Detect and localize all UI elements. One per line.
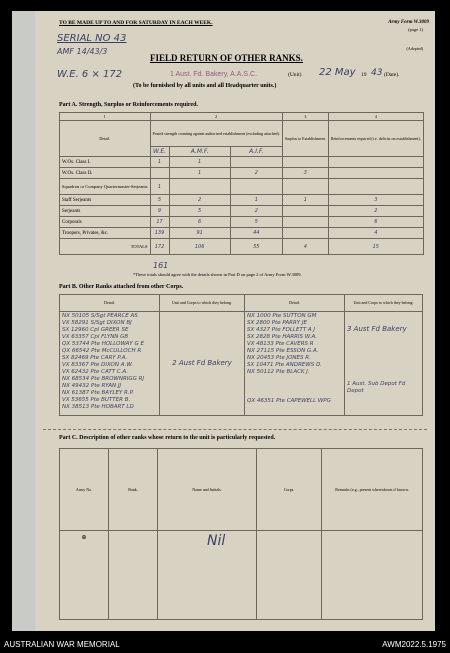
corps-header: Corps. xyxy=(257,449,322,531)
footer-institution: AUSTRALIAN WAR MEMORIAL xyxy=(4,640,120,649)
corps-cell xyxy=(257,531,322,620)
surplus-value xyxy=(282,179,328,195)
attached-name: VX 62432 Pte CATT C.A. xyxy=(62,368,128,375)
left-names-cell xyxy=(60,311,160,415)
aif-value: 5 xyxy=(230,217,282,228)
reinf-value xyxy=(328,157,423,168)
row-detail: Squadron or Company Quartermaster-Serjeants xyxy=(60,179,151,195)
reinf-value: 6 xyxy=(328,217,423,228)
section-divider xyxy=(43,429,427,430)
posted-strength-header: Posted strength counting against authorised establishment (excluding attached). xyxy=(150,121,282,147)
date-year: 43 xyxy=(371,68,383,78)
col-number: 3 xyxy=(282,113,328,121)
attached-unit: 1 Aust. Sub Depot Fd Depot xyxy=(347,380,406,394)
attached-name: SX 10471 Pte ANDREWS D. xyxy=(247,361,322,368)
aif-value xyxy=(230,157,282,168)
part-b-title: Part B. Other Ranks attached from other Corps. xyxy=(59,284,184,290)
attached-name: VX 63357 Cpl FLYNN GB xyxy=(62,333,129,340)
unit-label: (Unit) xyxy=(288,72,302,78)
return-date: 22 May xyxy=(319,67,356,78)
spacer xyxy=(347,333,420,381)
we-value: 5 xyxy=(150,195,169,206)
rank-header: Rank. xyxy=(109,449,158,531)
reinforcements-header: Reinforcements required (i.e. deficits on establishment). xyxy=(328,121,423,157)
row-detail: Staff Serjeants xyxy=(60,195,151,206)
attached-unit: 3 Aust Fd Bakery xyxy=(347,324,407,333)
attached-name: SX 82469 Pte CARY P.A. xyxy=(62,354,128,361)
totals-aif: 55 xyxy=(230,239,282,255)
binding-strip xyxy=(12,11,35,631)
amf-value: 6 xyxy=(169,217,230,228)
attached-name: QX 53744 Pte HOLLOWAY G E xyxy=(62,340,144,347)
form-number: Army Form W.3009 xyxy=(388,20,429,25)
footer-accession: AWM2022.5.1975 xyxy=(382,640,446,649)
attached-name: NX 68534 Pte BROWNRIGG RJ xyxy=(62,375,145,382)
form-sheet xyxy=(35,11,435,631)
part-c-table xyxy=(59,448,423,620)
we-value: 139 xyxy=(150,228,169,239)
reinf-value: 2 xyxy=(328,206,423,217)
row-detail: Troopers, Privates, &c. xyxy=(60,228,151,239)
attached-name: QX 66542 Pte McCULLOCH R xyxy=(62,347,142,354)
attached-name: NX 49432 Pte RYAN JJ xyxy=(62,382,122,389)
attached-name: NX 27115 Pte ESSON G.A. xyxy=(247,347,319,354)
unit-stamp: 1 Aust. Fd. Bakery, A.A.S.C. xyxy=(170,71,258,78)
amf-value: 1 xyxy=(169,157,230,168)
surplus-value xyxy=(282,217,328,228)
attached-name: VX 48133 Pte CAVERS R xyxy=(247,340,314,347)
totals-label: TOTALS xyxy=(60,239,151,255)
detail-header: Detail. xyxy=(60,295,160,312)
amf-value: 91 xyxy=(169,228,230,239)
name-header: Name and Initials. xyxy=(158,449,257,531)
totals-reinf: 15 xyxy=(328,239,423,255)
page-number: (page 1) xyxy=(408,27,423,32)
aif-value xyxy=(230,179,282,195)
part-b-table xyxy=(59,294,423,416)
unit-corps-header: Unit and Corps to which they belong. xyxy=(160,295,245,312)
spacer xyxy=(247,376,342,398)
amf-value: 2 xyxy=(169,195,230,206)
attached-name: NX 61387 Pte BAYLEY R.P. xyxy=(62,389,134,396)
we-value: 1 xyxy=(150,157,169,168)
aif-value: 1 xyxy=(230,195,282,206)
col-number: 2 xyxy=(150,113,282,121)
amf-reference: AMF 14/43/3 xyxy=(57,47,108,56)
attached-name: VX 83367 Pte DIXON A.W. xyxy=(62,361,134,368)
attached-name: SX 4327 Pte FOLLETT A J xyxy=(247,326,316,333)
serial-number: SERIAL NO 43 xyxy=(57,33,127,44)
we-value: 9 xyxy=(150,206,169,217)
part-c-title: Part C. Description of other ranks whose return to the unit is particularly requested. xyxy=(59,435,276,441)
surplus-value xyxy=(282,228,328,239)
totals-surplus: 4 xyxy=(282,239,328,255)
furnished-note: (To be furnished by all units and all Headquarter units.) xyxy=(133,83,277,89)
aif-value: 2 xyxy=(230,168,282,179)
attached-name: SX 12960 Cpl GREER SE xyxy=(62,326,129,333)
attached-name: VX 53655 Pte BUTTER B. xyxy=(62,396,131,403)
left-unit-cell xyxy=(160,311,245,415)
attached-name: SX 2828 Pte HARRIS W.A. xyxy=(247,333,318,340)
remarks-header: Remarks (e.g., present whereabouts if known. xyxy=(322,449,423,531)
surplus-value xyxy=(282,157,328,168)
right-unit-cell xyxy=(345,311,423,415)
part-a-table xyxy=(59,112,424,255)
army-no-cell: ⊕ xyxy=(60,531,109,620)
we-subheader: W.E. xyxy=(150,147,169,157)
reinf-value: 3 xyxy=(328,195,423,206)
nil-entry: Nil xyxy=(207,533,226,549)
surplus-value: 3 xyxy=(282,168,328,179)
aif-value: 2 xyxy=(230,206,282,217)
we-reference: W.E. 6 × 172 xyxy=(57,69,123,80)
weekly-instruction: TO BE MADE UP TO AND FOR SATURDAY IN EACH WEEK. xyxy=(59,20,213,26)
amf-value: 5 xyxy=(169,206,230,217)
col-number: 4 xyxy=(328,113,423,121)
unit-corps-header: Unit and Corps to which they belong. xyxy=(345,295,423,312)
totals-we: 172 xyxy=(150,239,169,255)
attached-name: VX 58291 S/Sgt DIXON BJ xyxy=(62,319,132,326)
remarks-cell xyxy=(322,531,423,620)
aif-value: 44 xyxy=(230,228,282,239)
amf-subheader: A.M.F. xyxy=(169,147,230,157)
surplus-value xyxy=(282,206,328,217)
row-detail: W.Os. Class II. xyxy=(60,168,151,179)
detail-header: Detail. xyxy=(60,121,151,157)
date-label: (Date). xyxy=(384,72,400,78)
we-value: 17 xyxy=(150,217,169,228)
row-detail: Corporals xyxy=(60,217,151,228)
date-year-prefix: 19 xyxy=(361,72,367,78)
surplus-header: Surplus to Establishment. xyxy=(282,121,328,157)
reinf-value xyxy=(328,179,423,195)
right-names-cell xyxy=(245,311,345,415)
row-detail: W.Os. Class I. xyxy=(60,157,151,168)
amf-value: 1 xyxy=(169,168,230,179)
attached-name: NX 50105 S/Sgt PEARCE AS xyxy=(62,312,138,319)
attached-name: NX 50112 Pte BLACK J. xyxy=(247,368,310,375)
attached-name: NX 1000 Pte SUTTON GM xyxy=(247,312,317,319)
totals-combined: 161 xyxy=(153,261,169,270)
attached-name: SX 2800 Pte PARRY JE xyxy=(247,319,308,326)
attached-unit: 2 Aust Fd Bakery xyxy=(172,358,232,367)
we-value xyxy=(150,168,169,179)
detail-header: Detail. xyxy=(245,295,345,312)
surplus-value: 1 xyxy=(282,195,328,206)
adopted-note: (Adopted) xyxy=(406,46,423,51)
totals-amf: 106 xyxy=(169,239,230,255)
col-number: 1 xyxy=(60,113,151,121)
rank-cell xyxy=(109,531,158,620)
part-a-title: Part A. Strength, Surplus or Reinforcements required. xyxy=(59,102,198,108)
attached-name: NX 20453 Pte JONES R. xyxy=(247,354,311,361)
aif-subheader: A.I.F. xyxy=(230,147,282,157)
row-detail: Serjeants xyxy=(60,206,151,217)
attached-name: QX 46351 Pte CAPEWELL WPG xyxy=(247,397,331,404)
army-no-header: Army No. xyxy=(60,449,109,531)
amf-value xyxy=(169,179,230,195)
reinf-value xyxy=(328,168,423,179)
we-value: 1 xyxy=(150,179,169,195)
attached-name: NX 38513 Pte HOBART LD xyxy=(62,403,134,410)
reinf-value: 4 xyxy=(328,228,423,239)
form-title: FIELD RETURN OF OTHER RANKS. xyxy=(150,53,303,63)
totals-footnote: *These totals should agree with the details shown in Part D on page 2 of Army Form W.3009. xyxy=(133,272,302,277)
